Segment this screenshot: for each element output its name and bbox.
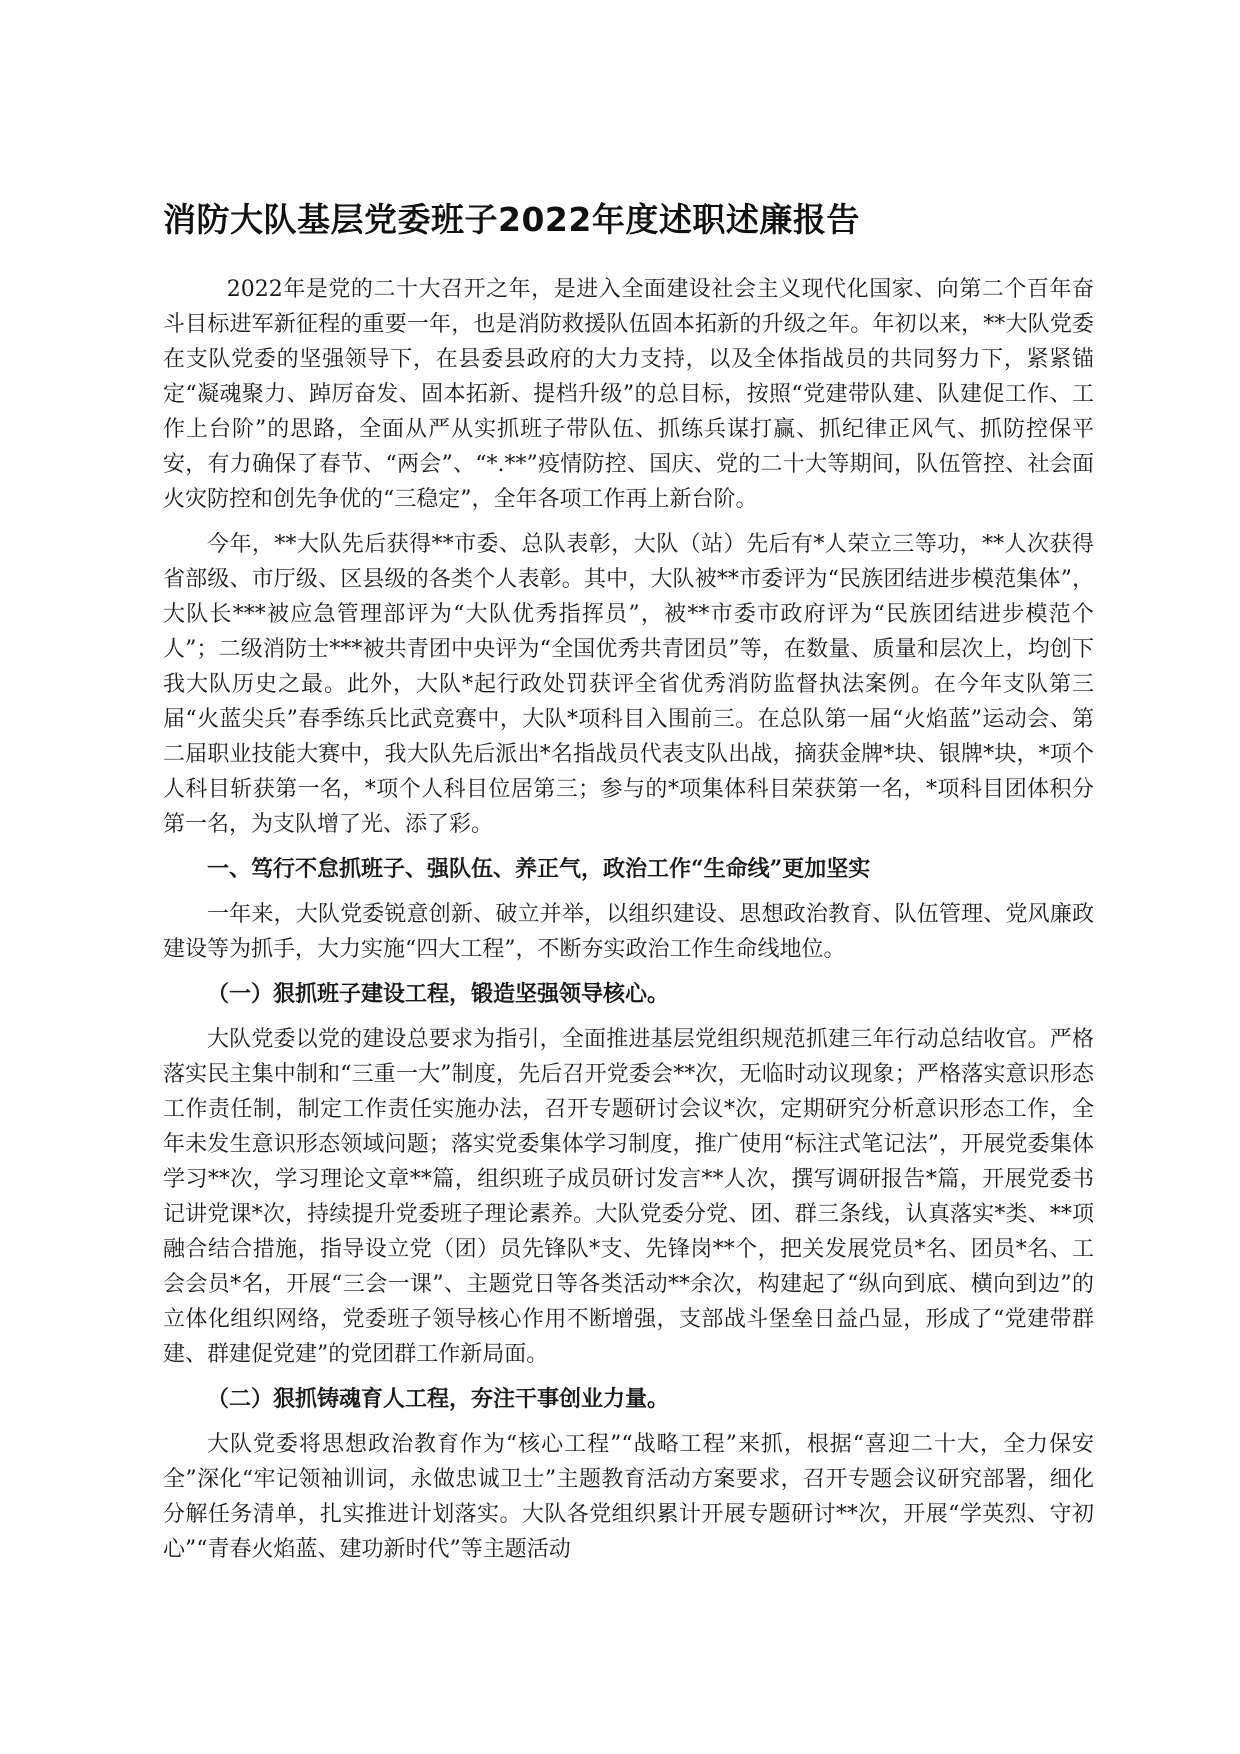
intro-paragraph: 2022年是党的二十大召开之年，是进入全面建设社会主义现代化国家、向第二个百年奋斗目标进军新征程的重要一年，也是消防救援队伍固本拓新的升级之年。年初以来，**大队党委在支队党委的坚强领导下，在县委县政府的大力支持，以及全体指战员的共同努力下，紧紧锚定“凝魂聚力、踔厉奋发、固本拓新、提档升级”的总目标，按照“党建带队建、队建促工作、工作上台阶”的思路，全面从严从实抓班子带队伍、抓练兵谋打赢、抓纪律正风气、抓防控保平安，有力确保了春节、“两会”、“*.**”疫情防控、国庆、党的二十大等期间，队伍管控、社会面火灾防控和创先争优的“三稳定”，全年各项工作再上新台阶。 xyxy=(163,277,1094,512)
section-heading-1: 一、笃行不怠抓班子、强队伍、养正气，政治工作“生命线”更加坚实 xyxy=(207,856,871,882)
subsection-heading-2: （二）狠抓铸魂育人工程，夯注干事创业力量。 xyxy=(207,1386,670,1412)
document-body xyxy=(163,196,1094,1577)
section-1-intro-paragraph: 一年来，大队党委锐意创新、破立并举，以组织建设、思想政治教育、队伍管理、党风廉政建设等为抓手，大力实施“四大工程”，不断夯实政治工作生命线地位。 xyxy=(163,902,1094,962)
subsection-1-paragraph: 大队党委以党的建设总要求为指引，全面推进基层党组织规范抓建三年行动总结收官。严格落实民主集中制和“三重一大”制度，先后召开党委会**次，无临时动议现象；严格落实意识形态工作责任制，制定工作责任实施办法，召开专题研讨会议*次，定期研究分析意识形态工作，全年未发生意识形态领域问题；落实党委集体学习制度，推广使用“标注式笔记法”，开展党委集体学习**次，学习理论文章**篇，组织班子成员研讨发言**人次，撰写调研报告*篇，开展党委书记讲党课*次，持续提升党委班子理论素养。大队党委分党、团、群三条线，认真落实*类、**项融合结合措施，指导设立党（团）员先锋队*支、先锋岗**个，把关发展党员*名、团员*名、工会会员*名，开展“三会一课”、主题党日等各类活动**余次，构建起了“纵向到底、横向到边”的立体化组织网络，党委班子领导核心作用不断增强，支部战斗堡垒日益凸显，形成了“党建带群建、群建促党建”的党团群工作新局面。 xyxy=(163,1027,1094,1367)
document-title: 消防大队基层党委班子2022年度述职述廉报告 xyxy=(163,200,860,239)
subsection-2-paragraph: 大队党委将思想政治教育作为“核心工程”“战略工程”来抓，根据“喜迎二十大，全力保安全”深化“牢记领袖训词，永做忠诚卫士”主题教育活动方案要求，召开专题会议研究部署，细化分解任务清单，扎实推进计划落实。大队各党组织累计开展专题研讨**次，开展“学英烈、守初心”“青春火焰蓝、建功新时代”等主题活动 xyxy=(163,1432,1094,1562)
subsection-heading-1: （一）狠抓班子建设工程，锻造坚强领导核心。 xyxy=(207,981,670,1007)
achievements-paragraph: 今年，**大队先后获得**市委、总队表彰，大队（站）先后有*人荣立三等功，**人次获得省部级、市厅级、区县级的各类个人表彰。其中，大队被**市委评为“民族团结进步模范集体”，大队长***被应急管理部评为“大队优秀指挥员”，被**市委市政府评为“民族团结进步模范个人”；二级消防士***被共青团中央评为“全国优秀共青团员”等，在数量、质量和层次上，均创下我大队历史之最。此外，大队*起行政处罚获评全省优秀消防监督执法案例。在今年支队第三届“火蓝尖兵”春季练兵比武竞赛中，大队*项科目入围前三。在总队第一届“火焰蓝”运动会、第二届职业技能大赛中，我大队先后派出*名指战员代表支队出战，摘获金牌*块、银牌*块，*项个人科目斩获第一名，*项个人科目位居第三；参与的*项集体科目荣获第一名，*项科目团体积分第一名，为支队增了光、添了彩。 xyxy=(163,532,1094,837)
